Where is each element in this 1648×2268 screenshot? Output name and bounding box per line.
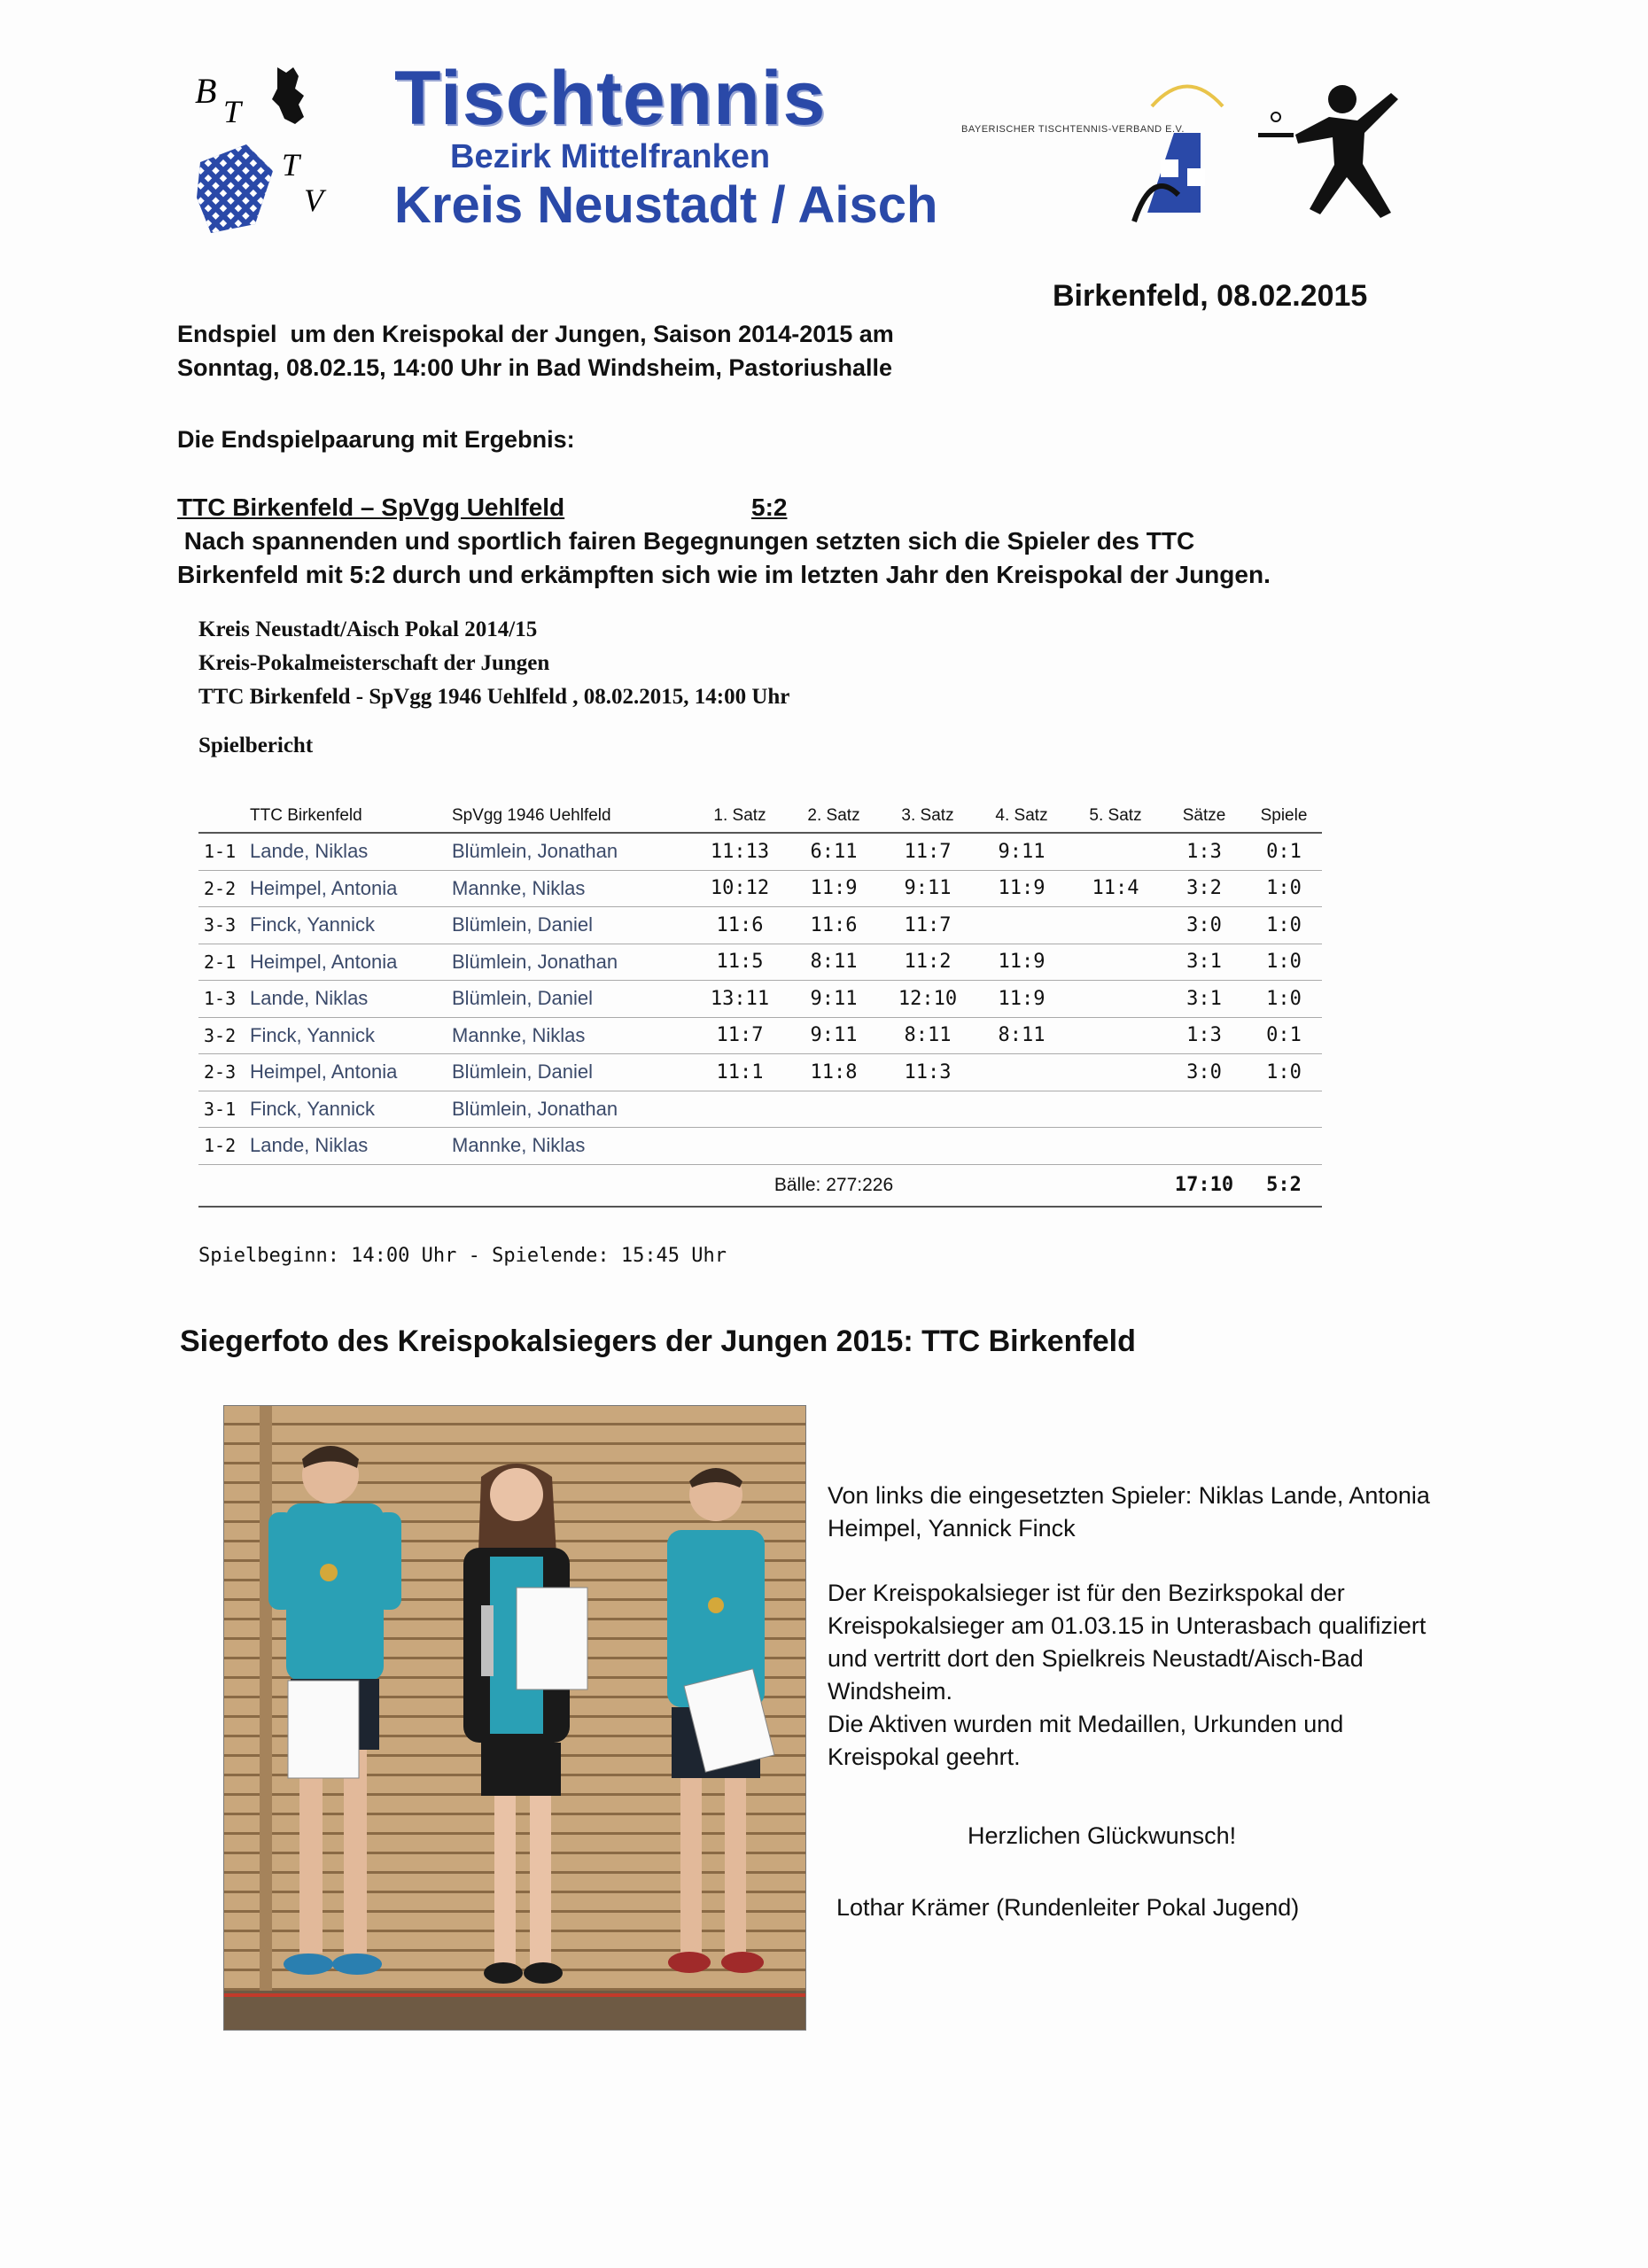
cell-s3: 8:11 — [881, 1017, 975, 1054]
cell-s2: 9:11 — [787, 981, 881, 1018]
svg-text:B: B — [195, 71, 217, 111]
report-head-2: Kreis-Pokalmeisterschaft der Jungen — [198, 651, 550, 675]
svg-text:T: T — [223, 94, 242, 129]
place-date: Birkenfeld, 08.02.2015 — [1053, 279, 1368, 313]
col-satz-3: 3. Satz — [881, 800, 975, 833]
photo-caption-players: Von links die eingesetzten Spieler: Niklas Lande, Antonia Heimpel, Yannick Finck — [828, 1482, 1430, 1542]
col-home-team: TTC Birkenfeld — [250, 800, 452, 833]
signature: Lothar Krämer (Rundenleiter Pokal Jugend) — [836, 1894, 1300, 1921]
cell-spiele: 0:1 — [1246, 1017, 1322, 1054]
col-satz-1: 1. Satz — [693, 800, 787, 833]
bttv-caption: BAYERISCHER TISCHTENNIS-VERBAND E.V. — [961, 124, 1185, 135]
cell-s5 — [1069, 1091, 1162, 1128]
cell-s4 — [975, 1128, 1069, 1165]
cell-p2: Mannke, Niklas — [452, 870, 693, 907]
report-head-1: Kreis Neustadt/Aisch Pokal 2014/15 — [198, 617, 538, 641]
cell-s5 — [1069, 907, 1162, 944]
cell-s5 — [1069, 944, 1162, 981]
cell-saetze: 1:3 — [1162, 833, 1246, 870]
cell-s2: 11:6 — [787, 907, 881, 944]
cell-saetze: 1:3 — [1162, 1017, 1246, 1054]
cell-s4: 11:9 — [975, 870, 1069, 907]
cell-s5 — [1069, 1017, 1162, 1054]
cell-p2: Blümlein, Jonathan — [452, 1091, 693, 1128]
cell-s5 — [1069, 833, 1162, 870]
cell-code: 2-3 — [198, 1054, 250, 1091]
cell-p2: Mannke, Niklas — [452, 1017, 693, 1054]
summary-line-1: Nach spannenden und sportlich fairen Begegnungen setzten sich die Spieler des TTC — [177, 527, 1195, 555]
results-header-row — [198, 800, 1322, 833]
cell-saetze: 3:2 — [1162, 870, 1246, 907]
svg-text:T: T — [282, 147, 300, 183]
report-header — [198, 613, 789, 714]
cell-s2: 8:11 — [787, 944, 881, 981]
cell-s3: 11:2 — [881, 944, 975, 981]
cell-spiele: 1:0 — [1246, 1054, 1322, 1091]
cell-saetze — [1162, 1128, 1246, 1165]
intro-line-2: Sonntag, 08.02.15, 14:00 Uhr in Bad Windsheim, Pastoriushalle — [177, 354, 892, 381]
cell-code: 3-2 — [198, 1017, 250, 1054]
result-score: 5:2 — [751, 493, 788, 521]
table-row — [198, 833, 1322, 870]
table-row — [198, 944, 1322, 981]
intro-text — [177, 317, 1063, 384]
cell-p1: Lande, Niklas — [250, 981, 452, 1018]
photo-caption-qualification: Der Kreispokalsieger ist für den Bezirkspokal der Kreispokalsieger am 01.03.15 in Unterasbach qualifiziert und vertritt dort den Spielkreis Neustadt/Aisch-Bad Windsheim. — [828, 1580, 1426, 1705]
cell-p2: Blümlein, Daniel — [452, 1054, 693, 1091]
cell-s2: 11:8 — [787, 1054, 881, 1091]
cell-spiele — [1246, 1091, 1322, 1128]
cell-p2: Blümlein, Jonathan — [452, 833, 693, 870]
cell-code: 2-2 — [198, 870, 250, 907]
cell-p1: Finck, Yannick — [250, 907, 452, 944]
cell-saetze: 3:1 — [1162, 981, 1246, 1018]
cell-saetze: 3:0 — [1162, 1054, 1246, 1091]
col-satz-4: 4. Satz — [975, 800, 1069, 833]
col-away-team: SpVgg 1946 Uehlfeld — [452, 800, 693, 833]
col-satz-2: 2. Satz — [787, 800, 881, 833]
col-saetze: Sätze — [1162, 800, 1246, 833]
match-times: Spielbeginn: 14:00 Uhr - Spielende: 15:45 Uhr — [198, 1245, 727, 1267]
table-row — [198, 1091, 1322, 1128]
cell-saetze: 3:0 — [1162, 907, 1246, 944]
cell-p2: Blümlein, Daniel — [452, 981, 693, 1018]
cell-s1: 11:5 — [693, 944, 787, 981]
cell-s2: 9:11 — [787, 1017, 881, 1054]
cell-p2: Mannke, Niklas — [452, 1128, 693, 1165]
cell-saetze — [1162, 1091, 1246, 1128]
photo-caption — [828, 1480, 1430, 1774]
cell-p1: Heimpel, Antonia — [250, 944, 452, 981]
cell-s1 — [693, 1128, 787, 1165]
intro-line-1: Endspiel um den Kreispokal der Jungen, Saison 2014-2015 am — [177, 321, 894, 347]
header-title: Tischtennis — [394, 56, 827, 141]
cell-p1: Heimpel, Antonia — [250, 1054, 452, 1091]
table-row — [198, 1054, 1322, 1091]
table-row — [198, 870, 1322, 907]
results-total-row — [198, 1164, 1322, 1207]
cell-s5 — [1069, 1128, 1162, 1165]
cell-p1: Finck, Yannick — [250, 1091, 452, 1128]
cell-p1: Heimpel, Antonia — [250, 870, 452, 907]
bttv-logo — [1125, 62, 1249, 230]
cell-p2: Blümlein, Daniel — [452, 907, 693, 944]
cell-code: 3-3 — [198, 907, 250, 944]
cell-p1: Lande, Niklas — [250, 833, 452, 870]
table-row — [198, 1128, 1322, 1165]
congratulations: Herzlichen Glückwunsch! — [968, 1822, 1237, 1849]
cell-s3: 11:7 — [881, 907, 975, 944]
header-subtitle: Bezirk Mittelfranken — [450, 138, 771, 175]
cell-code: 1-1 — [198, 833, 250, 870]
cell-s4 — [975, 907, 1069, 944]
cell-s3 — [881, 1091, 975, 1128]
cell-spiele: 1:0 — [1246, 907, 1322, 944]
cell-s5: 11:4 — [1069, 870, 1162, 907]
svg-text:V: V — [304, 183, 323, 218]
cell-s2 — [787, 1091, 881, 1128]
cell-code: 3-1 — [198, 1091, 250, 1128]
table-row — [198, 981, 1322, 1018]
cell-p1: Finck, Yannick — [250, 1017, 452, 1054]
cell-s4: 11:9 — [975, 944, 1069, 981]
photo-caption-honors: Die Aktiven wurden mit Medaillen, Urkunden und Kreispokal geehrt. — [828, 1711, 1344, 1770]
col-satz-5: 5. Satz — [1069, 800, 1162, 833]
winner-photo-title: Siegerfoto des Kreispokalsiegers der Jungen 2015: TTC Birkenfeld — [180, 1324, 1136, 1358]
cell-s1: 11:7 — [693, 1017, 787, 1054]
cell-s3: 9:11 — [881, 870, 975, 907]
col-spiele: Spiele — [1246, 800, 1322, 833]
cell-s3: 11:3 — [881, 1054, 975, 1091]
cell-s3: 12:10 — [881, 981, 975, 1018]
cell-p1: Lande, Niklas — [250, 1128, 452, 1165]
cell-code: 1-3 — [198, 981, 250, 1018]
cell-spiele: 1:0 — [1246, 981, 1322, 1018]
col-code — [198, 800, 250, 833]
summary-text — [177, 524, 1418, 592]
total-saetze: 17:10 — [1162, 1164, 1246, 1207]
cell-s1: 10:12 — [693, 870, 787, 907]
cell-spiele: 1:0 — [1246, 944, 1322, 981]
cell-s2 — [787, 1128, 881, 1165]
cell-s3: 11:7 — [881, 833, 975, 870]
cell-s1: 11:6 — [693, 907, 787, 944]
result-teams: TTC Birkenfeld – SpVgg Uehlfeld — [177, 493, 565, 521]
total-spiele: 5:2 — [1246, 1164, 1322, 1207]
cell-s2: 6:11 — [787, 833, 881, 870]
cell-code: 1-2 — [198, 1128, 250, 1165]
cell-p2: Blümlein, Jonathan — [452, 944, 693, 981]
cell-s4: 9:11 — [975, 833, 1069, 870]
cell-s1: 11:13 — [693, 833, 787, 870]
results-table — [198, 800, 1322, 1208]
cell-s2: 11:9 — [787, 870, 881, 907]
report-head-3: TTC Birkenfeld - SpVgg 1946 Uehlfeld , 08.02.2015, 14:00 Uhr — [198, 685, 790, 709]
table-row — [198, 907, 1322, 944]
header-kreis: Kreis Neustadt / Aisch — [394, 176, 938, 234]
cell-s4 — [975, 1054, 1069, 1091]
cell-s1: 13:11 — [693, 981, 787, 1018]
cell-spiele: 0:1 — [1246, 833, 1322, 870]
table-tennis-player-icon — [1258, 80, 1404, 221]
table-row — [198, 1017, 1322, 1054]
cell-spiele — [1246, 1128, 1322, 1165]
btv-logo — [193, 60, 344, 237]
cell-s1: 11:1 — [693, 1054, 787, 1091]
cell-saetze: 3:1 — [1162, 944, 1246, 981]
total-baelle: Bälle: 277:226 — [693, 1164, 975, 1207]
pairing-heading: Die Endspielpaarung mit Ergebnis: — [177, 426, 575, 453]
summary-line-2: Birkenfeld mit 5:2 durch und erkämpften sich wie im letzten Jahr den Kreispokal der Jungen. — [177, 561, 1271, 588]
cell-s3 — [881, 1128, 975, 1165]
cell-s5 — [1069, 1054, 1162, 1091]
cell-spiele: 1:0 — [1246, 870, 1322, 907]
cell-s5 — [1069, 981, 1162, 1018]
cell-code: 2-1 — [198, 944, 250, 981]
winner-photo — [223, 1405, 806, 2031]
cell-s4 — [975, 1091, 1069, 1128]
cell-s4: 8:11 — [975, 1017, 1069, 1054]
report-label: Spielbericht — [198, 734, 314, 757]
cell-s4: 11:9 — [975, 981, 1069, 1018]
cell-s1 — [693, 1091, 787, 1128]
